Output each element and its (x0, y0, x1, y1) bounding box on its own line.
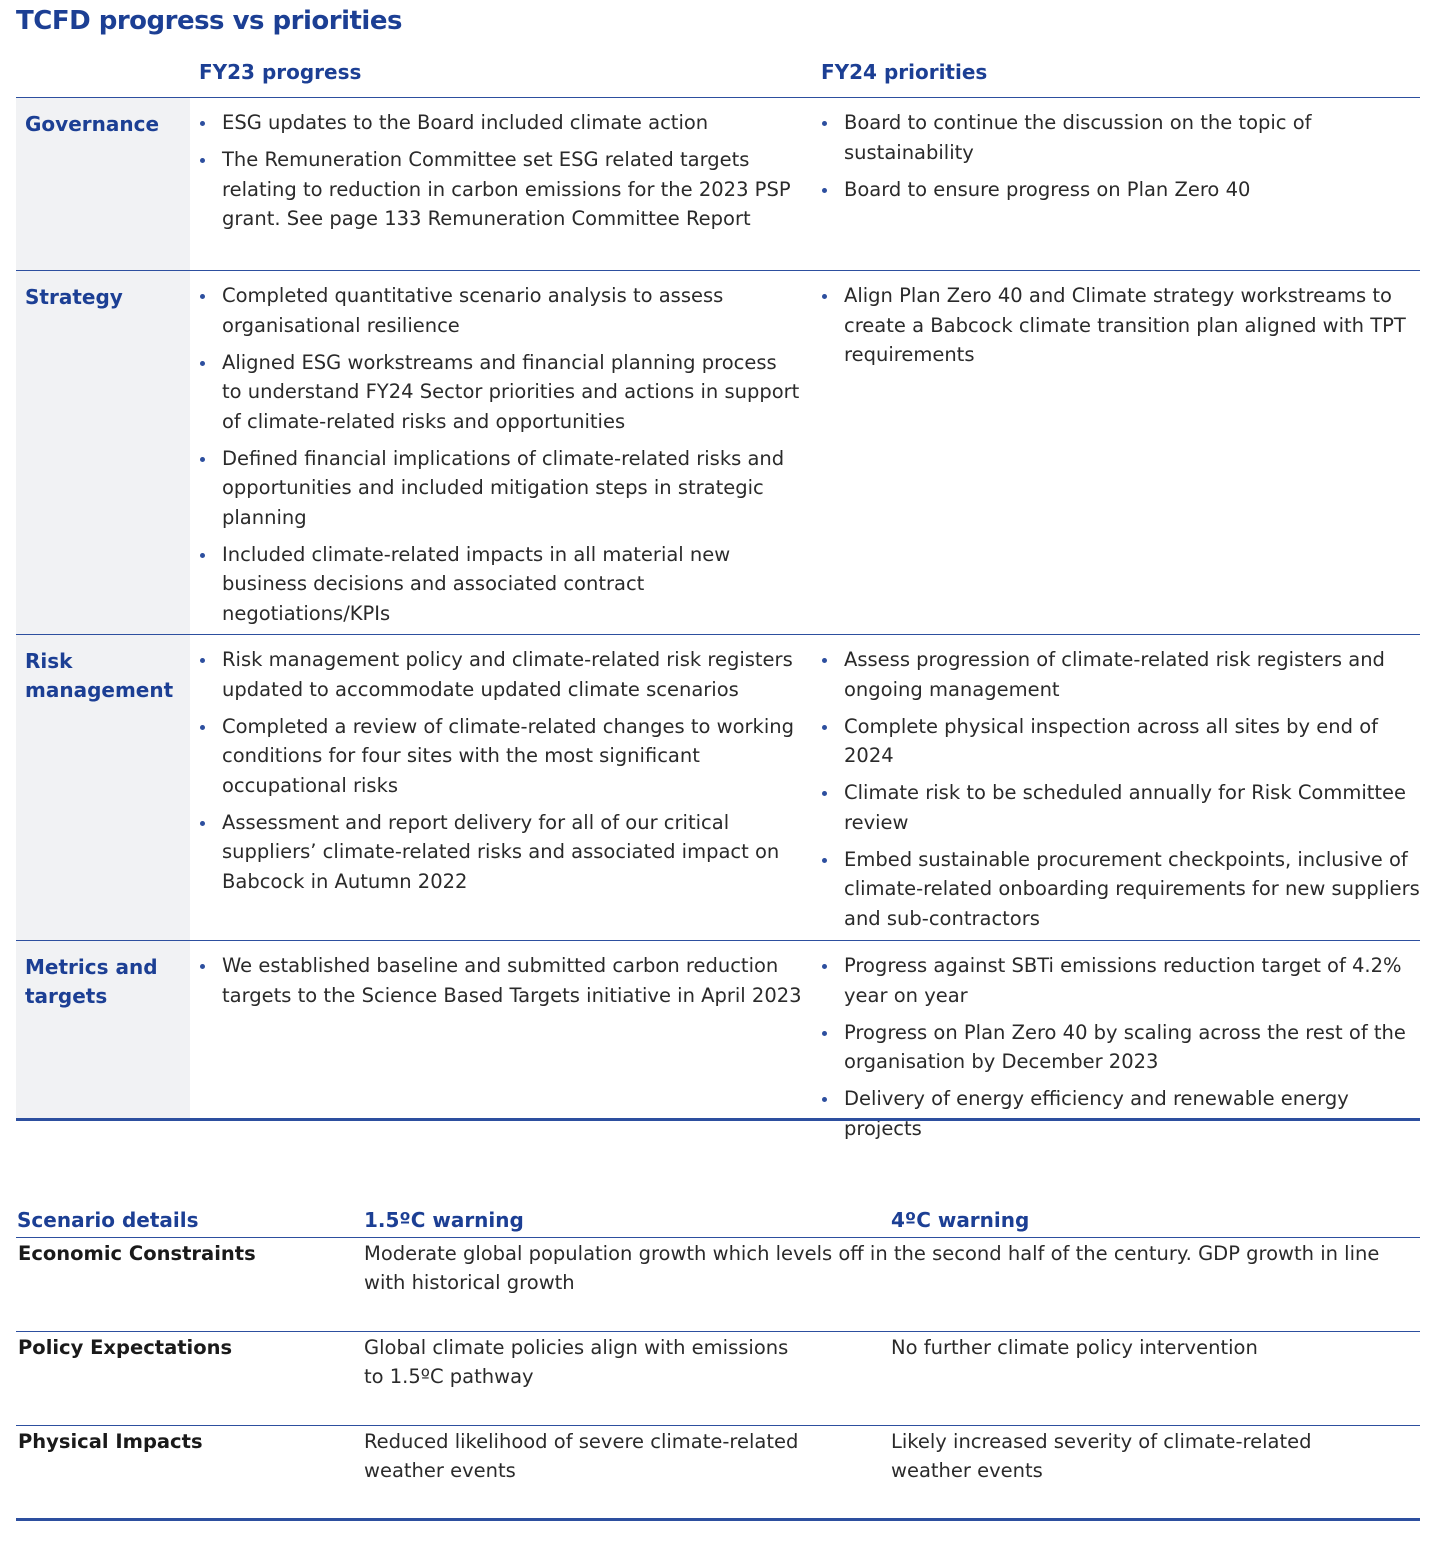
fy24-bullet: Progress on Plan Zero 40 by scaling across the rest of the organisation by December 2023 (820, 1018, 1420, 1077)
scenario-row-economic (16, 1237, 1420, 1331)
fy23-bullet: Included climate-related impacts in all material new business decisions and associated contract negotiations/KPIs (198, 540, 802, 629)
fy23-bullet: Risk management policy and climate-related risk registers updated to accommodate updated climate scenarios (198, 645, 802, 704)
section-label: Strategy (25, 285, 123, 309)
fy24-list (820, 281, 1420, 377)
fy24-bullet: Board to ensure progress on Plan Zero 40 (820, 175, 1420, 205)
fy24-bullet: Embed sustainable procurement checkpoints, inclusive of climate-related onboarding requirements for new suppliers and sub-contractors (820, 845, 1420, 934)
fy24-bullet: Progress against SBTi emissions reduction target of 4.2% year on year (820, 951, 1420, 1010)
scenario-1-5c-cell: Global climate policies align with emissions to 1.5ºC pathway (364, 1336, 789, 1388)
scenario-header-4c: 4ºC warning (891, 1208, 1030, 1232)
column-header-fy23: FY23 progress (199, 60, 362, 84)
section-label-cell (16, 941, 190, 1119)
section-label-cell (16, 635, 190, 940)
table-bottom-rule (16, 1118, 1420, 1121)
fy23-bullet: Aligned ESG workstreams and financial planning process to understand FY24 Sector priorities and actions in support of climate-related risks and opportunities (198, 348, 802, 437)
section-metrics-and-targets (16, 940, 1420, 1140)
fy24-bullet: Climate risk to be scheduled annually for Risk Committee review (820, 778, 1420, 837)
scenario-row-physical (16, 1425, 1420, 1519)
scenario-1-5c-cell: Reduced likelihood of severe climate-related weather events (364, 1430, 799, 1482)
section-strategy (16, 270, 1420, 634)
fy24-list (820, 108, 1420, 212)
fy23-list (198, 645, 802, 904)
fy24-bullet: Complete physical inspection across all sites by end of 2024 (820, 712, 1420, 771)
fy23-bullet: Completed a review of climate-related changes to working conditions for four sites with the most significant occupational risks (198, 712, 802, 801)
section-label: Governance (25, 112, 160, 136)
fy23-list (198, 951, 802, 1018)
column-header-fy24: FY24 priorities (821, 60, 988, 84)
section-label: Metrics and targets (25, 955, 158, 1008)
fy24-bullet: Assess progression of climate-related risk registers and ongoing management (820, 645, 1420, 704)
scenario-header-details: Scenario details (17, 1208, 199, 1232)
fy23-bullet: Assessment and report delivery for all of our critical suppliers’ climate-related risks and associated impact on Babcock in Autumn 2022 (198, 808, 802, 897)
section-label: Risk management (25, 649, 174, 702)
section-label-cell (16, 271, 190, 634)
fy23-bullet: We established baseline and submitted carbon reduction targets to the Science Based Targets initiative in April 2023 (198, 951, 802, 1010)
scenario-shared-cell: Moderate global population growth which levels off in the second half of the century. GDP growth in line with historical growth (364, 1242, 1380, 1294)
section-governance (16, 97, 1420, 270)
section-risk-management (16, 634, 1420, 940)
fy24-bullet: Delivery of energy efficiency and renewable energy projects (820, 1084, 1420, 1143)
scenario-bottom-rule (16, 1518, 1420, 1521)
fy23-bullet: Completed quantitative scenario analysis to assess organisational resilience (198, 281, 802, 340)
page-title: TCFD progress vs priorities (16, 6, 402, 36)
fy24-list (820, 645, 1420, 941)
scenario-4c-cell: Likely increased severity of climate-related weather events (891, 1430, 1312, 1482)
fy23-bullet: ESG updates to the Board included climate action (198, 108, 802, 138)
scenario-row-label: Policy Expectations (18, 1336, 233, 1359)
fy23-list (198, 281, 802, 636)
scenario-row-label: Economic Constraints (18, 1242, 256, 1265)
fy23-list (198, 108, 802, 241)
fy24-bullet: Board to continue the discussion on the topic of sustainability (820, 108, 1420, 167)
fy23-bullet: Defined financial implications of climate-related risks and opportunities and included mitigation steps in strategic planning (198, 444, 802, 533)
section-label-cell (16, 98, 190, 270)
fy24-bullet: Align Plan Zero 40 and Climate strategy workstreams to create a Babcock climate transition plan aligned with TPT requirements (820, 281, 1420, 370)
scenario-header-1-5c: 1.5ºC warning (364, 1208, 524, 1232)
scenario-row-policy (16, 1331, 1420, 1425)
scenario-row-label: Physical Impacts (18, 1430, 203, 1453)
scenario-4c-cell: No further climate policy intervention (891, 1336, 1258, 1359)
fy23-bullet: The Remuneration Committee set ESG related targets relating to reduction in carbon emissions for the 2023 PSP grant. See page 133 Remuneration Committee Report (198, 145, 802, 234)
